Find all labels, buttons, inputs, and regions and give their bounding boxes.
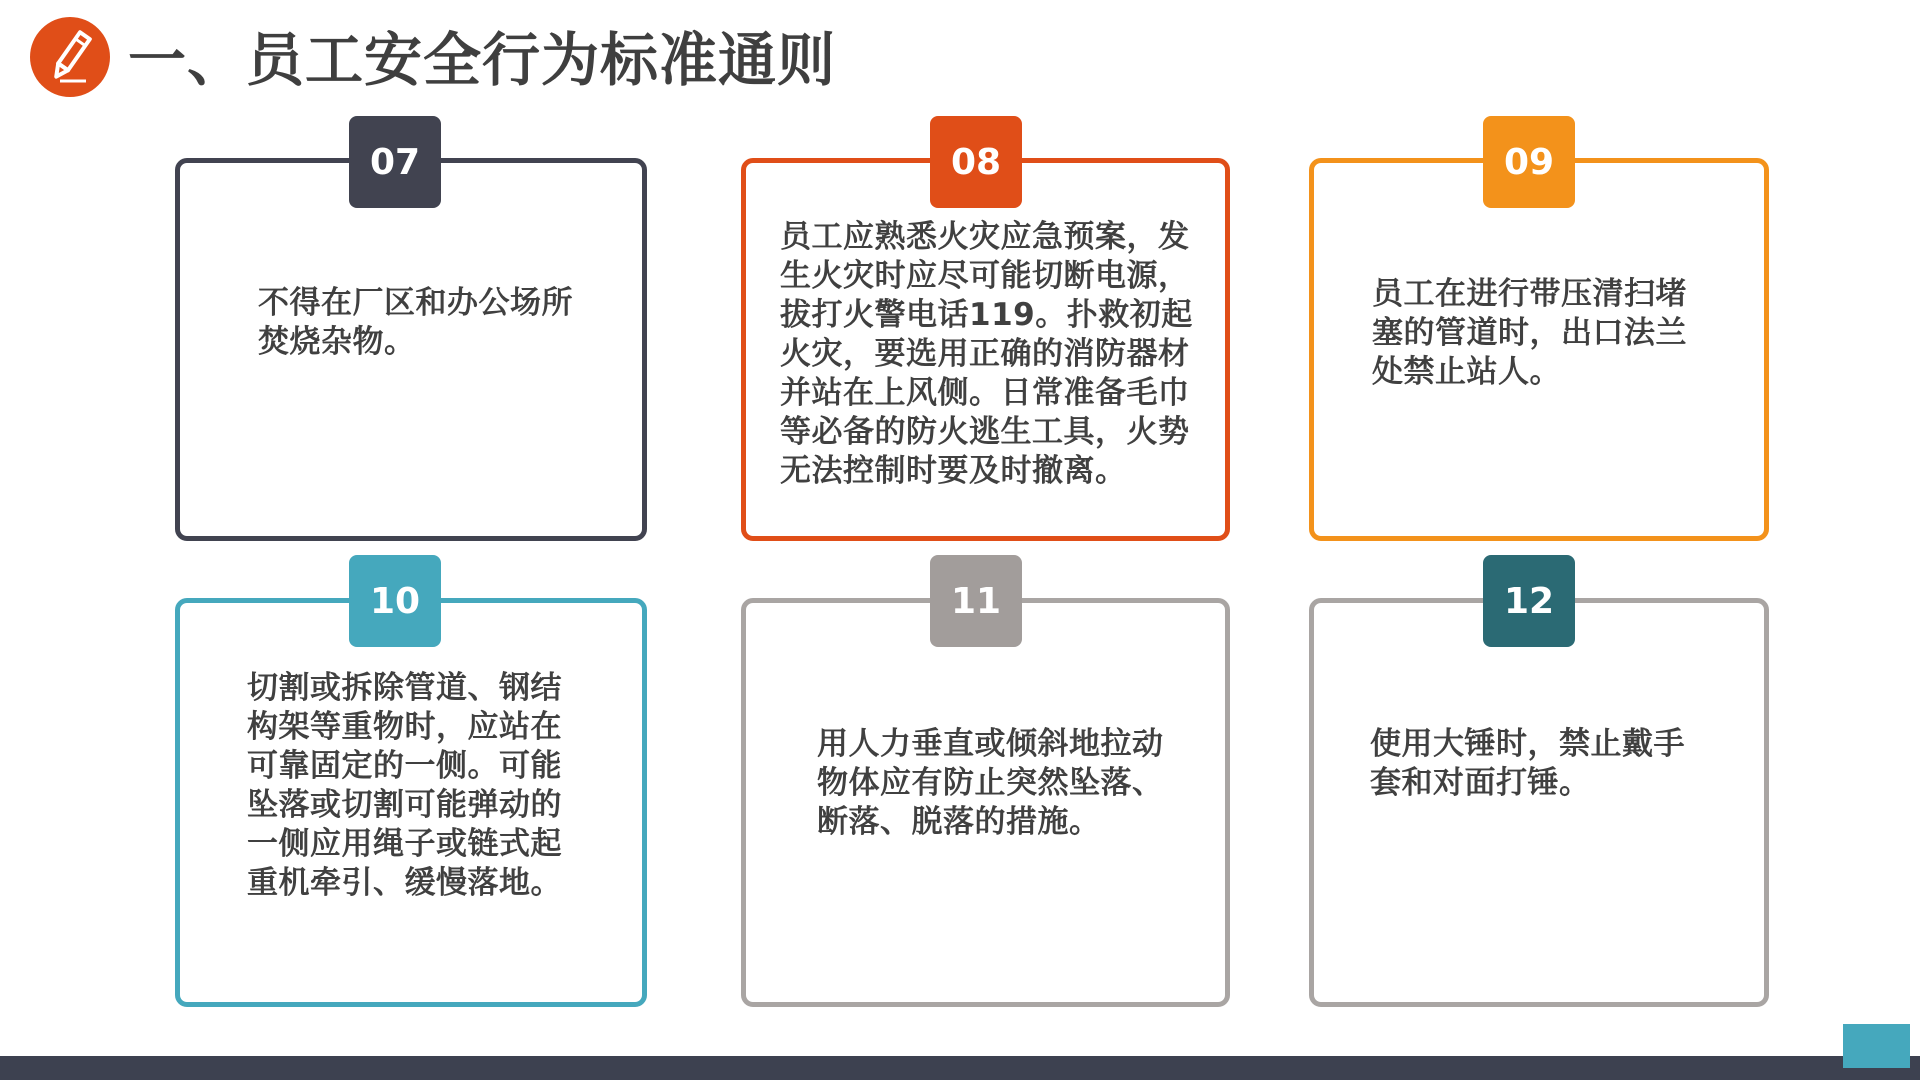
rule-number-badge-07: 07 <box>349 116 441 208</box>
rule-number-badge-08: 08 <box>930 116 1022 208</box>
rule-number-badge-12: 12 <box>1483 555 1575 647</box>
rule-text-10: 切割或拆除管道、钢结构架等重物时，应站在可靠固定的一侧。可能坠落或切割可能弹动的一侧应用绳子或链式起重机牵引、缓慢落地。 <box>247 670 562 901</box>
page-title: 一、员工安全行为标准通则 <box>128 26 837 94</box>
rule-text-09: 员工在进行带压清扫堵塞的管道时，出口法兰处禁止站人。 <box>1372 276 1687 390</box>
rule-text-12: 使用大锤时，禁止戴手套和对面打锤。 <box>1370 726 1685 801</box>
pencil-icon <box>30 17 110 97</box>
rule-text-11: 用人力垂直或倾斜地拉动物体应有防止突然坠落、断落、脱落的措施。 <box>817 726 1164 840</box>
footer-bar <box>0 1056 1920 1080</box>
corner-accent <box>1843 1024 1910 1068</box>
rule-number-badge-10: 10 <box>349 555 441 647</box>
rule-number-badge-11: 11 <box>930 555 1022 647</box>
rule-text-08: 员工应熟悉火灾应急预案，发生火灾时应尽可能切断电源，拔打火警电话119。扑救初起火灾，要选用正确的消防器材并站在上风侧。日常准备毛巾等必备的防火逃生工具，火势无法控制时要及时撤离。 <box>780 219 1193 489</box>
rule-number-badge-09: 09 <box>1483 116 1575 208</box>
rule-text-07: 不得在厂区和办公场所焚烧杂物。 <box>258 285 573 360</box>
